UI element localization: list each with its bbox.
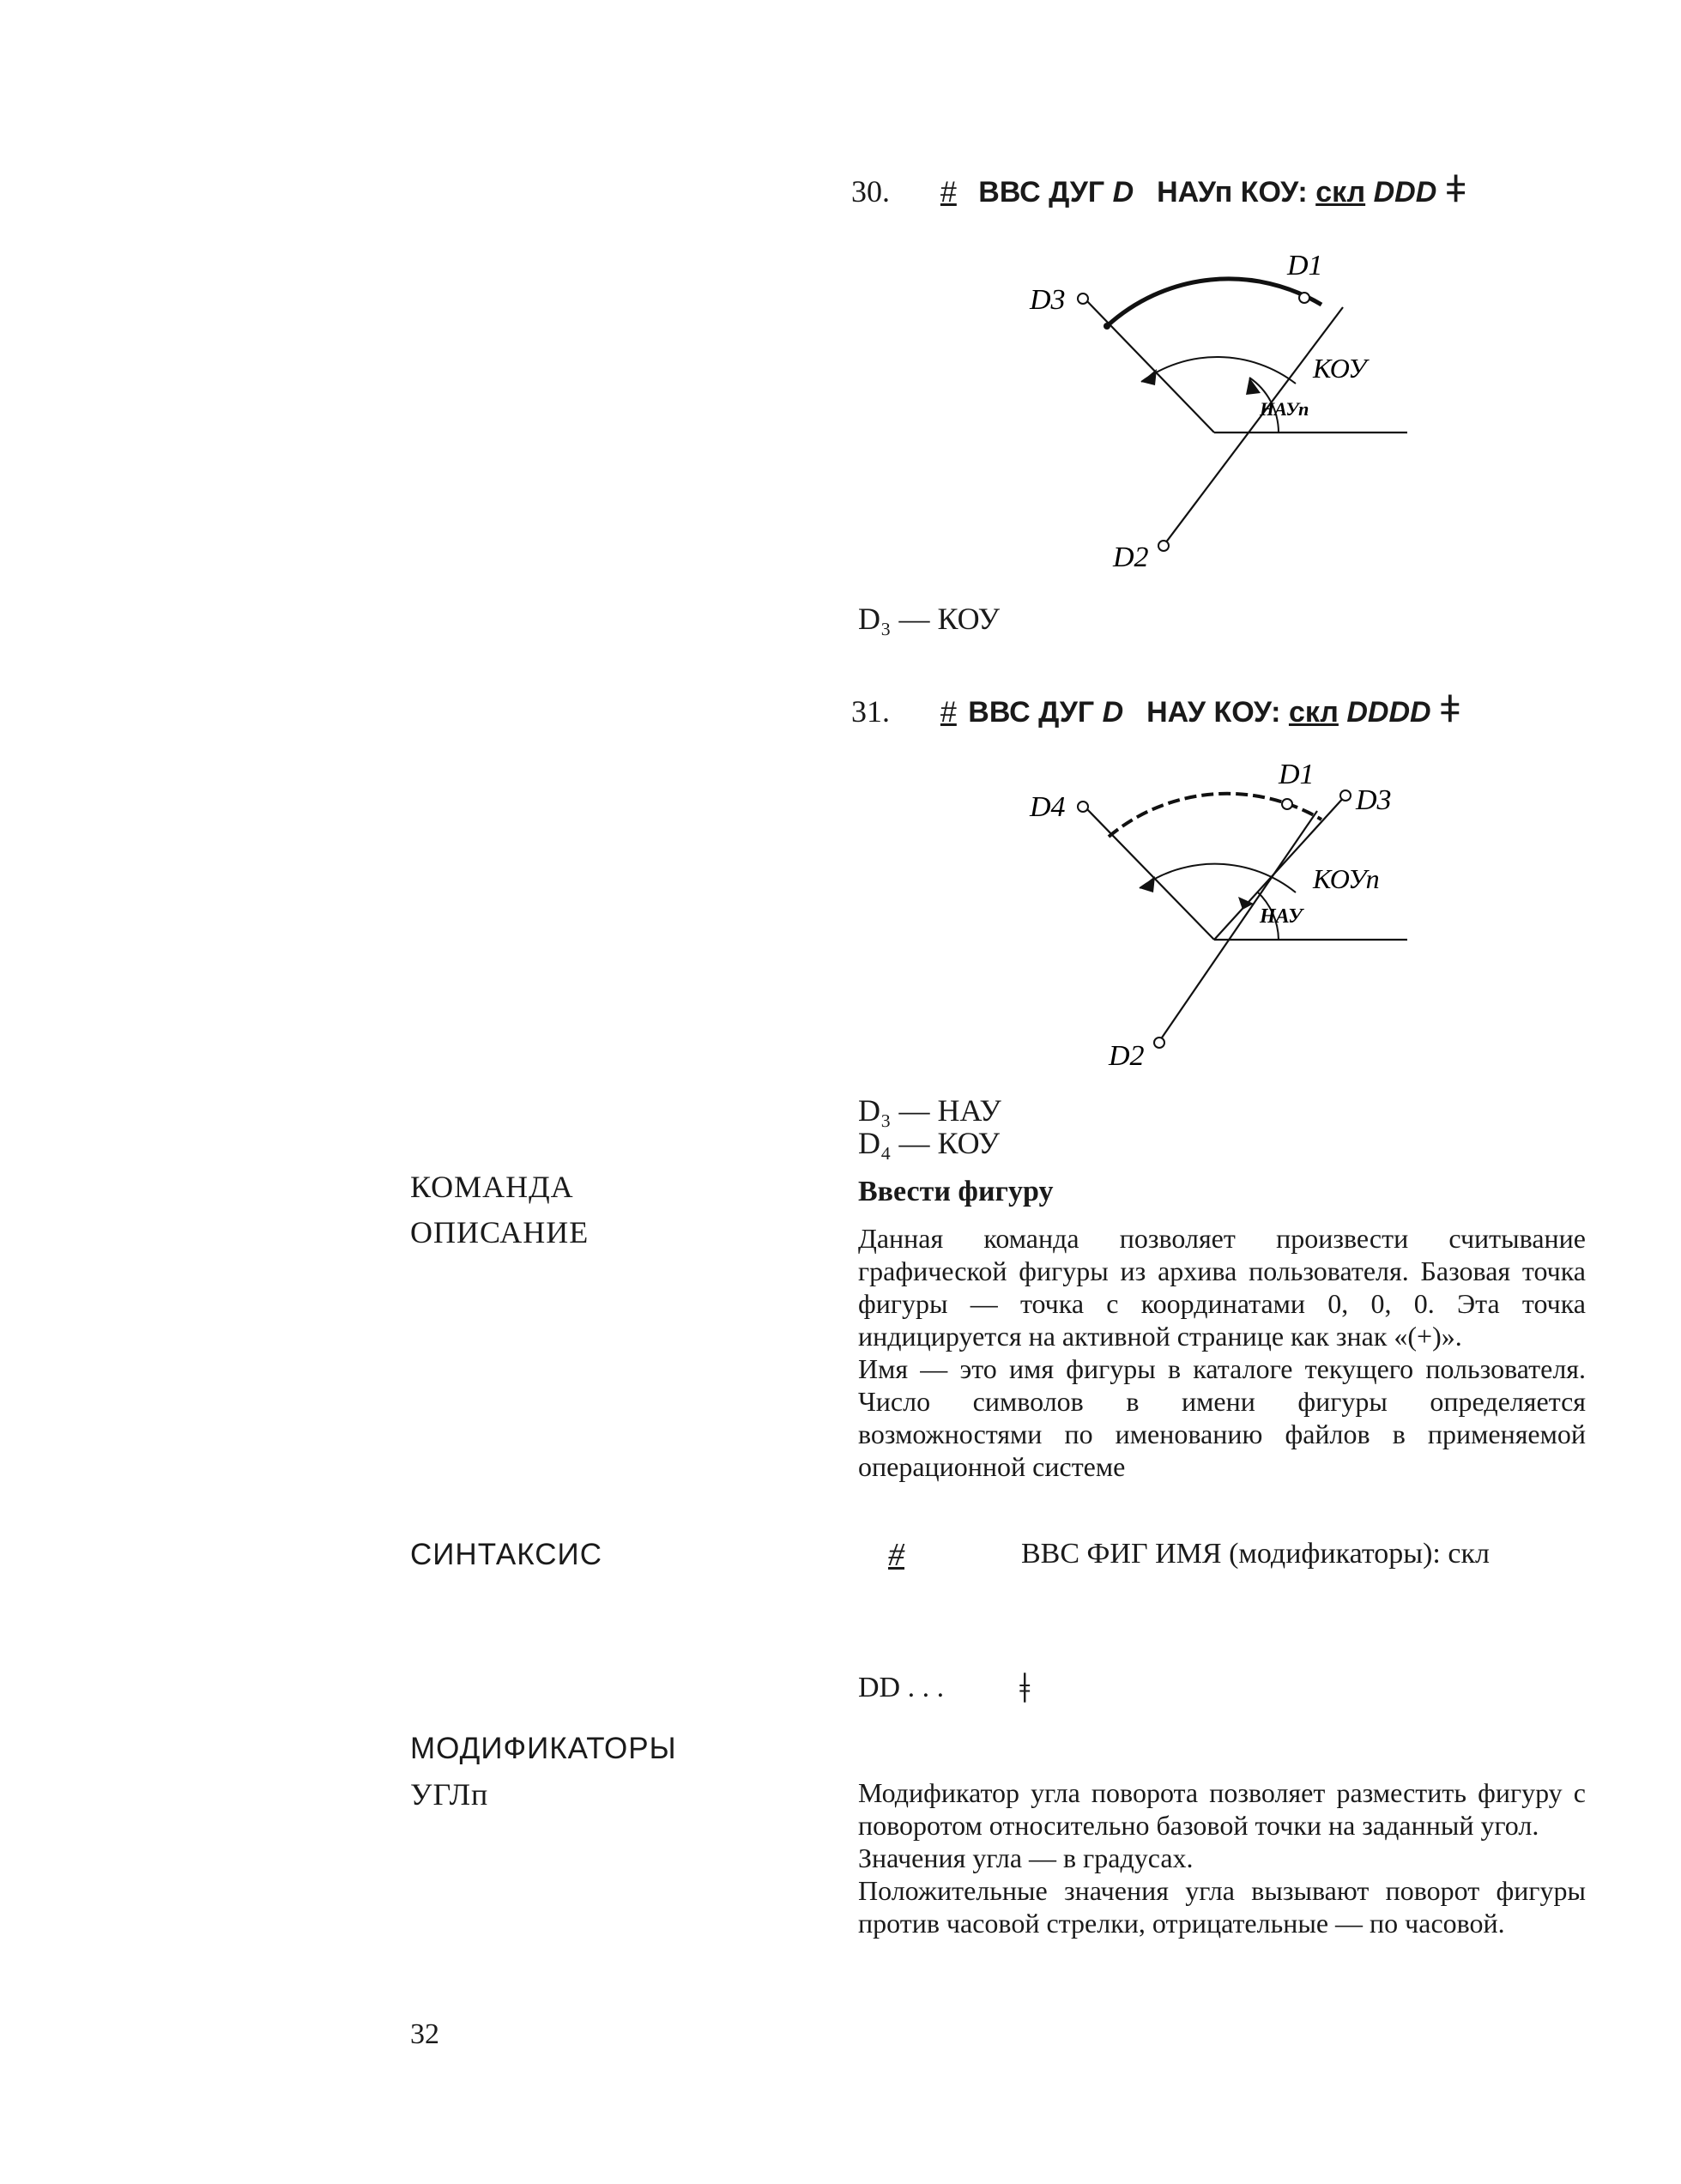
label-kou: КОУп <box>1313 863 1380 894</box>
point-d2 <box>1158 541 1169 551</box>
arg-d: D <box>1112 176 1134 209</box>
point-d1 <box>1282 799 1292 809</box>
label-nau: НАУ <box>1260 905 1303 928</box>
description-label: ОПИСАНИЕ <box>410 1215 590 1249</box>
label-kou: КОУ <box>1313 353 1367 384</box>
point-list: DDD <box>1373 176 1437 209</box>
example-31-title <box>851 688 1461 731</box>
example-number: 31. <box>851 694 890 729</box>
skl-keyword: скл <box>1288 696 1339 729</box>
point-d3 <box>1078 293 1088 304</box>
syntax-hash <box>888 1536 904 1574</box>
modifiers-label: МОДИФИКАТОРЫ <box>410 1732 677 1765</box>
syntax-continuation: DD . . . <box>858 1672 945 1703</box>
legend-31 <box>858 1094 1001 1159</box>
command-keyword: ВВС ДУГ <box>978 176 1105 209</box>
label-d4: D4 <box>1030 791 1066 823</box>
kou-arrowhead <box>1141 369 1157 385</box>
kou-arrowhead <box>1140 876 1155 892</box>
label-d1: D1 <box>1279 759 1315 790</box>
arc-diagram-31 <box>1013 759 1442 1086</box>
point-list: DDDD <box>1346 696 1431 729</box>
arg-d: D <box>1102 696 1124 729</box>
command-description <box>858 1222 1586 1483</box>
arg-nau: НАУп <box>1157 176 1233 209</box>
kou-arc <box>1141 357 1296 384</box>
legend-line: D₄ — КОУ <box>858 1126 1001 1160</box>
command-title: Ввести фигуру <box>858 1176 1054 1207</box>
description-paragraph: Данная команда позволяет произвести считывание графической фигуры из архива пользователя. Базовая точка фигуры — точка с координатами 0, 0, 0. Эта точка индицируется на активной странице как знак «(+)». <box>858 1223 1586 1352</box>
radius-line-d4 <box>1085 808 1214 940</box>
legend-30 <box>858 602 1000 635</box>
hash-symbol: # <box>888 1537 904 1573</box>
page-number: 32 <box>410 2018 439 2050</box>
end-symbol: ǂ <box>1444 168 1467 210</box>
thick-arc <box>1107 279 1321 326</box>
arc-end-dot <box>1104 323 1110 330</box>
arc-diagram-30 <box>1013 249 1442 575</box>
command-keyword: ВВС ДУГ <box>968 696 1095 729</box>
label-d1: D1 <box>1287 250 1323 281</box>
hash-symbol: # <box>940 696 957 729</box>
modifier-paragraph: Положительные значения угла вызывают поворот фигуры против часовой стрелки, отрицательные — по часовой. <box>858 1875 1586 1939</box>
point-d4 <box>1078 802 1088 812</box>
arg-kou: КОУ: <box>1240 176 1308 209</box>
radius-line-d1-d2 <box>1163 307 1343 547</box>
label-d3: D3 <box>1030 284 1066 316</box>
example-number: 30. <box>851 174 890 209</box>
point-d3 <box>1340 790 1351 801</box>
skl-keyword: скл <box>1315 176 1366 209</box>
radius-line-d3 <box>1085 299 1214 433</box>
description-paragraph: Имя — это имя фигуры в каталоге текущего пользователя. Число символов в имени фигуры определяется возможностями по именованию файлов в применяемой операционной системе <box>858 1353 1586 1482</box>
modifier-paragraph: Модификатор угла поворота позволяет разместить фигуру с поворотом относительно базовой точки на заданный угол. <box>858 1777 1586 1841</box>
hash-symbol: # <box>940 176 957 209</box>
end-symbol: ǂ <box>1439 688 1461 730</box>
point-d2 <box>1154 1038 1164 1048</box>
legend-line: D₃ — КОУ <box>858 602 1001 636</box>
syntax-end-symbol: ǂ <box>1019 1664 1031 1712</box>
syntax-label: СИНТАКСИС <box>410 1538 602 1571</box>
arg-nau: НАУ <box>1146 696 1206 729</box>
modifier-paragraph: Значения угла — в градусах. <box>858 1842 1194 1873</box>
modifier-description <box>858 1776 1586 1939</box>
label-d2: D2 <box>1113 541 1149 573</box>
syntax-line: ВВС ФИГ ИМЯ (модификаторы): скл <box>1021 1538 1490 1570</box>
label-d2: D2 <box>1109 1040 1145 1072</box>
label-nau: НАУп <box>1260 398 1309 420</box>
point-d1 <box>1299 293 1309 303</box>
label-d3: D3 <box>1356 784 1392 816</box>
modifier-name: УГЛп <box>410 1777 489 1812</box>
example-30-title <box>851 168 1466 211</box>
command-label: КОМАНДА <box>410 1170 574 1204</box>
arg-kou: КОУ: <box>1213 696 1281 729</box>
legend-line: D₃ — НАУ <box>858 1093 1001 1128</box>
